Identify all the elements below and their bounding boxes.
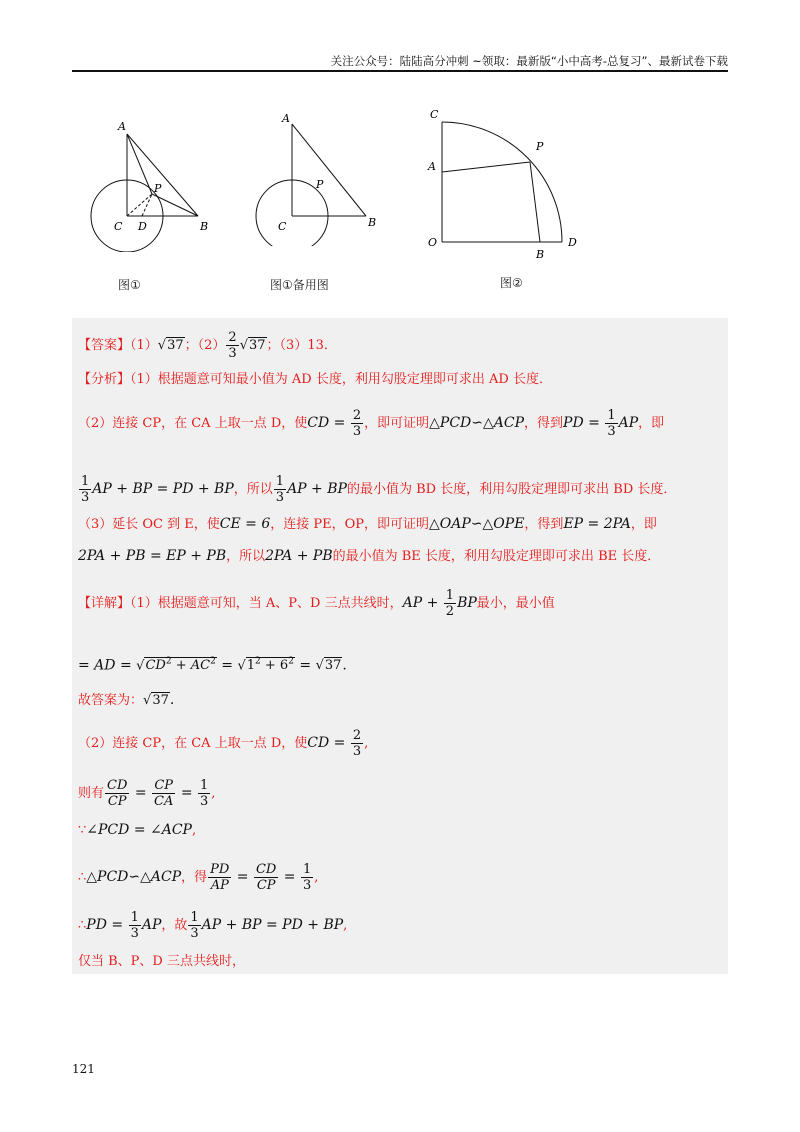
analysis-line-5: 2PA + PB = EP + PB，所以2PA + PB的最小值为 BE 长度，利用勾股定理即可求出 BE 长度． (78, 548, 661, 564)
figure-3 (422, 104, 592, 264)
fig1-caption: 图① (118, 278, 141, 292)
fig3-label-p: P (536, 140, 544, 153)
fig1-label-p: P (154, 182, 162, 195)
fig2-label-a: A (282, 112, 290, 125)
detail-line-5: 则有 $\frac{CD}{CP}$ = $\frac{CP}{CA}$ = $\frac{1}{3}$ , (78, 778, 216, 809)
fig1-label-b: B (200, 220, 209, 233)
figure-1 (82, 112, 232, 252)
figure-row (72, 98, 728, 298)
fig1-label-a: A (118, 120, 126, 133)
detail-line-6: ∵∠PCD = ∠ACP, (78, 822, 197, 838)
fig3-label-c: C (430, 108, 439, 121)
solution-panel (72, 318, 728, 974)
analysis-line-1: 【分析】（1）根据题意可知最小值为 AD 长度，利用勾股定理即可求出 AD 长度． (78, 372, 552, 387)
page-number: 121 (72, 1062, 95, 1076)
fig3-label-o: O (428, 236, 438, 249)
fig1-label-c: C (114, 220, 123, 233)
analysis-line-4: （3）延长 OC 到 E，使CE = 6，连接 PE，OP，即可证明△OAP∽△OPE，得到EP = 2PA，即 (78, 516, 657, 532)
fig3-caption: 图② (500, 276, 523, 290)
detail-line-7: ∴△PCD∽△ACP，得 $\frac{PD}{AP}$ = $\frac{CD}{CP}$ = $\frac{1}{3}$ , (78, 862, 319, 893)
figure-2 (242, 106, 392, 246)
page-header: 关注公众号：陆陆高分冲刺 ~领取：最新版“小中高考-总复习”、最新试卷下载 (72, 52, 728, 72)
fig2-caption: 图①备用图 (270, 278, 329, 292)
fig3-label-a: A (428, 160, 436, 173)
detail-line-3: 故答案为：√37. (78, 692, 175, 708)
detail-line-8: ∴PD = $\frac{1}{3}$ AP，故 $\frac{1}{3}$ AP + BP = PD + BP, (78, 910, 348, 941)
fig3-label-b: B (536, 248, 545, 261)
fig3-label-d: D (568, 236, 577, 249)
fig2-label-p: P (316, 178, 324, 191)
fig2-label-b: B (368, 216, 377, 229)
answer-line: 【答案】（1）√37；（2） $\frac{2}{3}$ √37；（3）13． (78, 330, 337, 361)
detail-line-2: = AD = $√CD^2 + AC^2 = √1^2 + 6^2 = √37$. (78, 657, 347, 674)
detail-line-1: 【详解】（1）根据题意可知，当 A、P、D 三点共线时，AP + $\frac{1}{2}$ BP最小，最小值 (78, 588, 555, 619)
analysis-line-3: $\frac{1}{3}$ AP + BP = PD + BP，所以 $\frac{1}{3}$ AP + BP的最小值为 BD 长度，利用勾股定理即可求出 BD 长度． (81, 474, 677, 505)
fig1-label-d: D (138, 220, 147, 233)
detail-line-9: 仅当 B、P、D 三点共线时， (78, 954, 245, 969)
detail-line-4: （2）连接 CP，在 CA 上取一点 D，使CD = $\frac{2}{3}$ , (78, 728, 369, 759)
analysis-line-2: （2）连接 CP，在 CA 上取一点 D，使CD = $\frac{2}{3}$ ，即可证明△PCD∽△ACP，得到PD = $\frac{1}{3}$ AP，即 (78, 408, 665, 439)
fig2-label-c: C (278, 220, 287, 233)
